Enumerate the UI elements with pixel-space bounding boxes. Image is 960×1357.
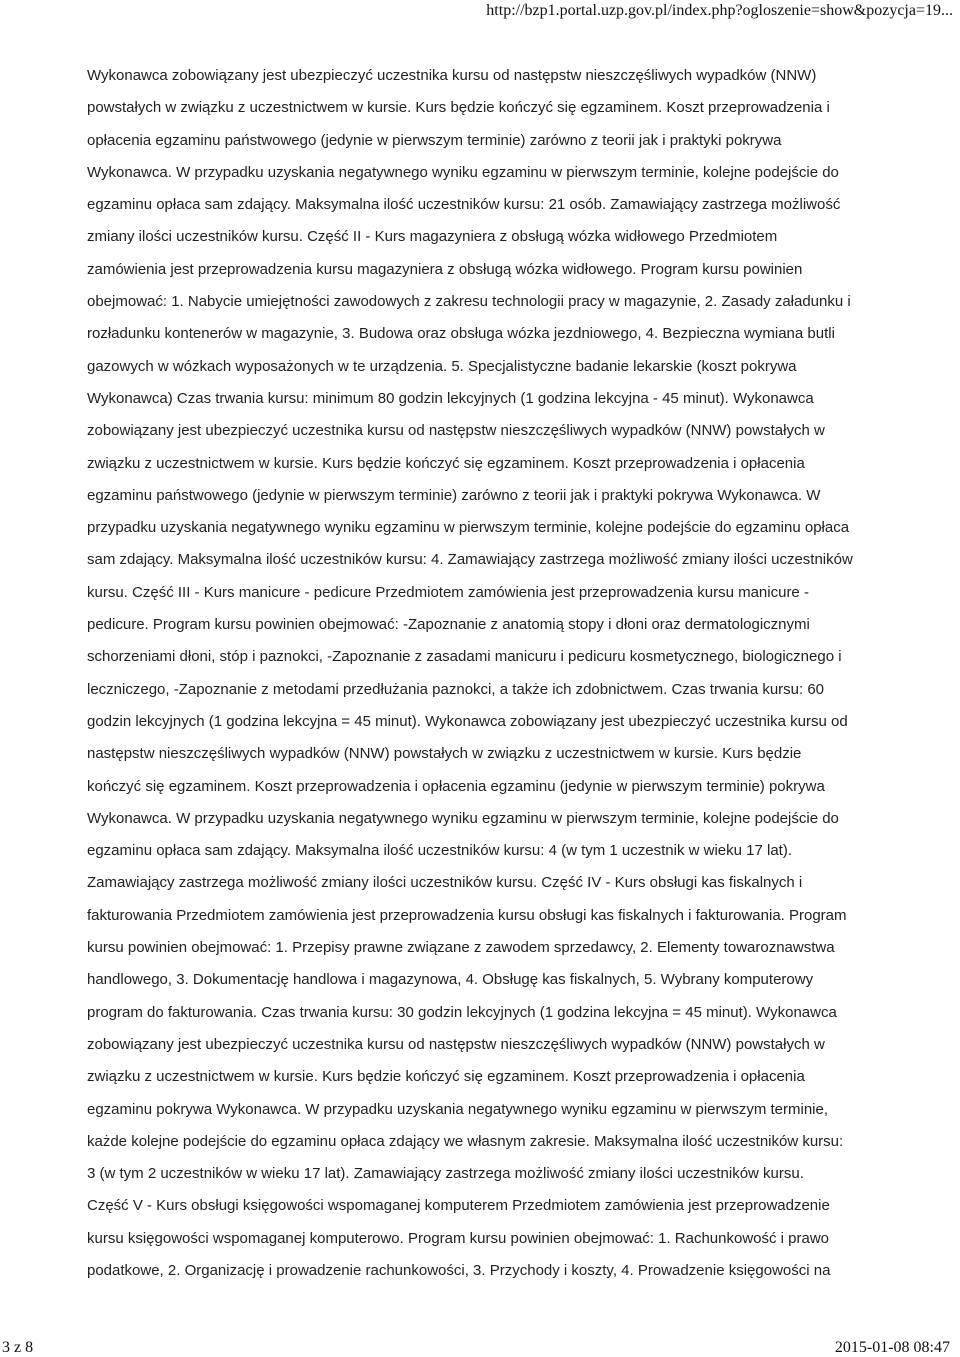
body-line: gazowych w wózkach wyposażonych w te urządzenia. 5. Specjalistyczne badanie lekarskie (koszt pokrywa (87, 357, 797, 375)
body-line: sam zdający. Maksymalna ilość uczestników kursu: 4. Zamawiający zastrzega możliwość zmiany ilości uczestników (87, 551, 853, 569)
body-line: Wykonawca. W przypadku uzyskania negatywnego wyniku egzaminu w pierwszym terminie, kolejne podejście do (87, 163, 839, 181)
body-line: leczniczego, -Zapoznanie z metodami przedłużania paznokci, a także ich zdobnictwem. Czas trwania kursu: 60 (87, 680, 825, 698)
body-line: następstw nieszczęśliwych wypadków (NNW) powstałych w związku z uczestnictwem w kursie. Kurs będzie (87, 745, 802, 763)
body-line: opłacenia egzaminu państwowego (jedynie w pierwszym terminie) zarówno z teorii jak i praktyki pokrywa (87, 131, 782, 149)
document-body (87, 60, 909, 1287)
body-line: podatkowe, 2. Organizację i prowadzenie rachunkowości, 3. Przychody i koszty, 4. Prowadzenie księgowości na (87, 1261, 831, 1279)
body-line: kursu księgowości wspomaganej komputerowo. Program kursu powinien obejmować: 1. Rachunkowość i prawo (87, 1229, 830, 1247)
body-line: zobowiązany jest ubezpieczyć uczestnika kursu od następstw nieszczęśliwych wypadków (NNW) powstałych w (87, 422, 825, 440)
page-number: 3 z 8 (2, 1339, 34, 1356)
body-line: zmiany ilości uczestników kursu. Część II - Kurs magazyniera z obsługą wózka widłowego Przedmiotem (87, 228, 778, 246)
body-line: program do fakturowania. Czas trwania kursu: 30 godzin lekcyjnych (1 godzina lekcyjna = 45 minut). Wykonawca (87, 1003, 837, 1021)
body-line: powstałych w związku z uczestnictwem w kursie. Kurs będzie kończyć się egzaminem. Koszt przeprowadzenia i (87, 99, 830, 117)
body-line: fakturowania Przedmiotem zamówienia jest przeprowadzenia kursu obsługi kas fiskalnych i fakturowania. Program (87, 906, 847, 924)
body-line: związku z uczestnictwem w kursie. Kurs będzie kończyć się egzaminem. Koszt przeprowadzenia i opłacenia (87, 454, 805, 472)
body-line: zobowiązany jest ubezpieczyć uczestnika kursu od następstw nieszczęśliwych wypadków (NNW) powstałych w (87, 1035, 825, 1053)
body-line: godzin lekcyjnych (1 godzina lekcyjna = 45 minut). Wykonawca zobowiązany jest ubezpieczyć uczestnika kursu od (87, 712, 848, 730)
body-line: 3 (w tym 2 uczestników w wieku 17 lat). Zamawiający zastrzega możliwość zmiany ilości uczestników kursu. (87, 1165, 804, 1183)
body-line: schorzeniami dłoni, stóp i paznokci, -Zapoznanie z zasadami manicuru i pedicuru kosmetycznego, biologicznego i (87, 648, 842, 666)
body-line: Zamawiający zastrzega możliwość zmiany ilości uczestników kursu. Część IV - Kurs obsługi kas fiskalnych i (87, 874, 803, 892)
body-line: Wykonawca) Czas trwania kursu: minimum 80 godzin lekcyjnych (1 godzina lekcyjna - 45 minut). Wykonawca (87, 389, 814, 407)
body-line: egzaminu pokrywa Wykonawca. W przypadku uzyskania negatywnego wyniku egzaminu w pierwszym terminie, (87, 1100, 829, 1118)
body-line: kursu powinien obejmować: 1. Przepisy prawne związane z zawodem sprzedawcy, 2. Elementy towaroznawstwa (87, 939, 835, 957)
body-line: egzaminu opłaca sam zdający. Maksymalna ilość uczestników kursu: 4 (w tym 1 uczestnik w wieku 17 lat). (87, 842, 792, 860)
body-line: egzaminu opłaca sam zdający. Maksymalna ilość uczestników kursu: 21 osób. Zamawiający zastrzega możliwość (87, 196, 841, 214)
body-line: pedicure. Program kursu powinien obejmować: -Zapoznanie z anatomią stopy i dłoni oraz dermatologicznymi (87, 616, 810, 634)
body-line: Wykonawca zobowiązany jest ubezpieczyć uczestnika kursu od następstw nieszczęśliwych wypadków (NNW) (87, 67, 817, 84)
body-line: handlowego, 3. Dokumentację handlowa i magazynowa, 4. Obsługę kas fiskalnych, 5. Wybrany komputerowy (87, 971, 814, 989)
page-url: http://bzp1.portal.uzp.gov.pl/index.php?ogloszenie=show&pozycja=19... (486, 2, 953, 19)
body-line: każde kolejne podejście do egzaminu opłaca zdający we własnym zakresie. Maksymalna ilość uczestników kursu: (87, 1132, 844, 1150)
body-line: Wykonawca. W przypadku uzyskania negatywnego wyniku egzaminu w pierwszym terminie, kolejne podejście do (87, 809, 839, 827)
body-line: kończyć się egzaminem. Koszt przeprowadzenia i opłacenia egzaminu (jedynie w pierwszym terminie) pokrywa (87, 777, 825, 795)
print-timestamp: 2015-01-08 08:47 (834, 1339, 950, 1356)
body-line: kursu. Część III - Kurs manicure - pedicure Przedmiotem zamówienia jest przeprowadzenia kursu manicure - (87, 583, 809, 601)
body-line: przypadku uzyskania negatywnego wyniku egzaminu w pierwszym terminie, kolejne podejście do egzaminu opłaca (87, 519, 850, 537)
body-line: Część V - Kurs obsługi księgowości wspomaganej komputerem Przedmiotem zamówienia jest przeprowadzenie (87, 1197, 830, 1215)
body-line: egzaminu państwowego (jedynie w pierwszym terminie) zarówno z teorii jak i praktyki pokrywa Wykonawca. W (87, 486, 821, 504)
body-line: zamówienia jest przeprowadzenia kursu magazyniera z obsługą wózka widłowego. Program kursu powinien (87, 260, 803, 278)
body-line: rozładunku kontenerów w magazynie, 3. Budowa oraz obsługa wózka jezdniowego, 4. Bezpieczna wymiana butli (87, 325, 835, 343)
body-line: obejmować: 1. Nabycie umiejętności zawodowych z zakresu technologii pracy w magazynie, 2. Zasady załadunku i (87, 293, 851, 311)
body-line: związku z uczestnictwem w kursie. Kurs będzie kończyć się egzaminem. Koszt przeprowadzenia i opłacenia (87, 1068, 805, 1086)
